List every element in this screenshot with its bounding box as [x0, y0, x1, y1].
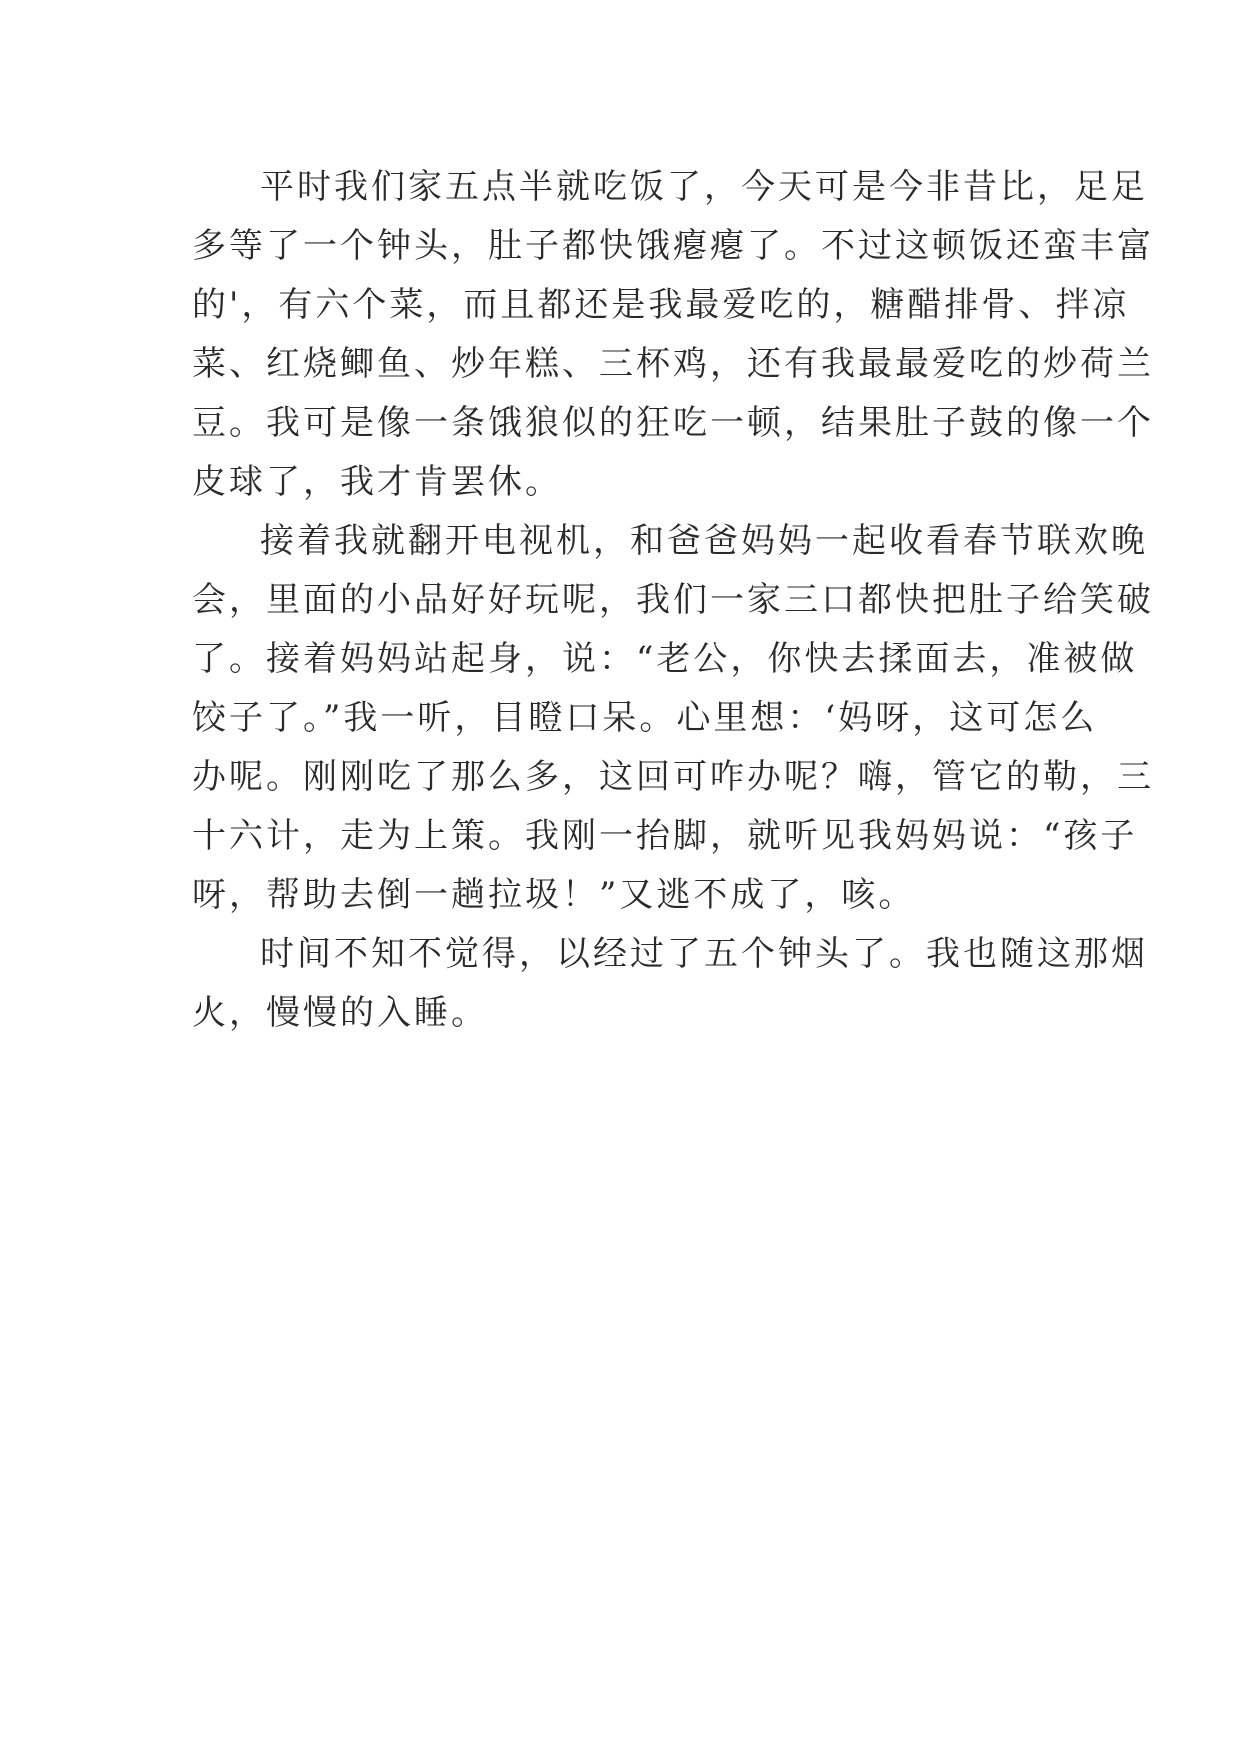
text-line: 办呢。刚刚吃了那么多，这回可咋办呢？嗨，管它的勒，三	[192, 757, 1154, 797]
paragraph-sleep	[192, 925, 1148, 1043]
text-line: 菜、红烧鲫鱼、炒年糕、三杯鸡，还有我最最爱吃的炒荷兰	[192, 344, 1154, 384]
paragraph-dinner	[192, 158, 1154, 512]
text-line: 皮球了，我才肯罢休。	[192, 462, 562, 502]
text-line: 了。接着妈妈站起身，说：“老公，你快去揉面去，准被做	[192, 639, 1138, 679]
text-line: 的'，有六个菜，而且都还是我最爱吃的，糖醋排骨、拌凉	[192, 285, 1130, 325]
paragraph-gala	[192, 512, 1154, 925]
text-line: 火，慢慢的入睡。	[192, 993, 488, 1033]
document-body	[192, 158, 1154, 1043]
text-line: 豆。我可是像一条饿狼似的狂吃一顿，结果肚子鼓的像一个	[192, 403, 1154, 443]
text-line: 接着我就翻开电视机，和爸爸妈妈一起收看春节联欢晚	[260, 521, 1148, 561]
text-line: 会，里面的小品好好玩呢，我们一家三口都快把肚子给笑破	[192, 580, 1154, 620]
text-line: 饺子了。”我一听，目瞪口呆。心里想：‘妈呀，这可怎么	[192, 698, 1098, 738]
text-line: 呀，帮助去倒一趟拉圾！”又逃不成了，咳。	[192, 875, 916, 915]
text-line: 十六计，走为上策。我刚一抬脚，就听见我妈妈说：“孩子	[192, 816, 1138, 856]
text-line: 平时我们家五点半就吃饭了，今天可是今非昔比，足足	[260, 167, 1148, 207]
text-line: 多等了一个钟头，肚子都快饿瘪瘪了。不过这顿饭还蛮丰富	[192, 226, 1154, 266]
text-line: 时间不知不觉得，以经过了五个钟头了。我也随这那烟	[260, 934, 1148, 974]
